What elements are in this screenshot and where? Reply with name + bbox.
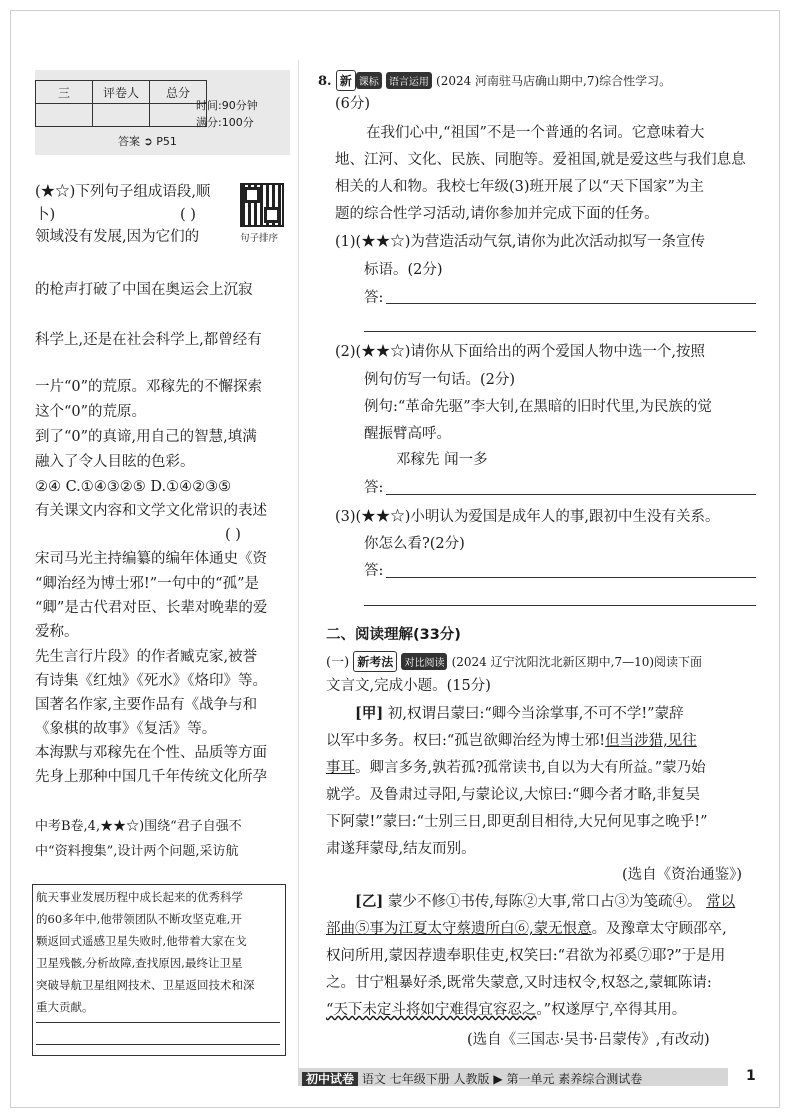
passage-yi-line-2: 部曲⑤事为江夏太守蔡遗所白⑥,蒙无恨意。及豫章太守顾邵卒, (326, 921, 727, 937)
answer-line-2[interactable] (386, 494, 756, 495)
column-divider (298, 60, 299, 1070)
passage-yi-line-1: [乙] 蒙少不修①书传,每陈②大事,常口占③为笺疏④。 常以 (355, 893, 736, 910)
left-line-22: 中“资料搜集”,设计两个问题,采访航 (35, 844, 239, 859)
left-q-head2: 卜) (35, 207, 56, 223)
score-col-reviewer: 评卷人 (93, 81, 150, 104)
left-q-head: (★☆)下列句子组成语段,顺 (35, 184, 211, 200)
answer-line-3b[interactable] (364, 605, 756, 606)
left-line-1: 领域没有发展,因为它们的 (35, 229, 200, 245)
answer-page-ref[interactable]: 答案 ➲ P51 (118, 135, 177, 148)
answer-paren-2: ( ) (225, 527, 241, 543)
q8-sub2-example-cont: 醒振臂高呼。 (364, 426, 451, 442)
q8-para-4: 题的综合性学习活动,请你参加并完成下面的任务。 (335, 206, 659, 222)
left-line-12: “卿治经为博士邪!”一句中的“孤”是 (35, 576, 259, 592)
answer-label-2: 答: (364, 480, 384, 496)
footer-subject: 语文 (361, 1072, 386, 1086)
box-line-3: 颗返回式遥感卫星失败时,他带着大家在戈 (36, 934, 247, 948)
left-line-9: 有关课文内容和文学文化常识的表述 (35, 503, 267, 519)
tag-language-use: 语言运用 (386, 72, 432, 89)
passage-jia-line-6: 肃遂拜蒙母,结友而别。 (326, 841, 476, 857)
box-line-5: 突破导航卫星组网技术、卫星返回技术和深 (36, 978, 255, 992)
reading-1-num: (一) (326, 655, 350, 670)
passage-jia-line-4: 就学。及鲁肃过寻阳,与蒙论议,大惊曰:“卿今者才略,非复吴 (326, 787, 701, 803)
q8-sub1-a: (1)(★★☆)为营造活动气氛,请你为此次活动拟写一条宣传 (335, 234, 705, 250)
new-badge: 新 (336, 70, 356, 91)
answer-label-1: 答: (364, 290, 384, 306)
passage-jia-line-2: 以军中多务。权曰:“孤岂欲卿治经为博士邪!但当涉猎,见往 (326, 733, 697, 749)
q8-sub2-options: 邓稼先 闻一多 (396, 452, 488, 468)
left-line-21: 中考B卷,4,★★☆)围绕“君子自强不 (35, 819, 242, 834)
passage-yi-label: [乙] (355, 893, 384, 910)
answer-line-1b[interactable] (364, 331, 756, 332)
left-line-8: ②④ C.①④③②⑤ D.①④②③⑤ (35, 479, 232, 495)
box-answer-line[interactable] (36, 1044, 280, 1045)
q8-score: (6分) (335, 96, 371, 112)
box-line-6: 重大贡献。 (36, 1000, 94, 1014)
passage-yi-line-3: 权问所用,蒙因荐遗奉职佳吏,权笑曰:“君欲为祁奚⑦耶?”于是用 (326, 948, 726, 964)
q8-para-3: 相关的人和物。我校七年级(3)班开展了以“天下国家”为主 (335, 179, 704, 195)
score-col-total: 总分 (150, 81, 207, 104)
q8-sub3-b: 你怎么看?(2分) (364, 536, 465, 552)
underlined-sentence-1: 但当涉猎,见往 (605, 733, 697, 749)
footer-test: 素养综合测试卷 (558, 1072, 643, 1086)
left-line-15: 先生言行片段》的作者臧克家,被誉 (35, 649, 258, 665)
left-line-18: 《象棋的故事》《复活》等。 (35, 721, 217, 737)
left-line-20: 先身上那种中国几千年传统文化所孕 (35, 769, 267, 785)
q8-number: 8. (318, 74, 332, 89)
passage-jia-line-5: 下阿蒙!”蒙曰:“士别三日,即更刮目相待,大兄何见事之晚乎!” (326, 814, 708, 830)
q8-header (318, 70, 671, 91)
score-col-fragment: 三 (36, 81, 93, 104)
section-2-heading: 二、阅读理解(33分) (326, 627, 461, 643)
passage-jia-line-3: 事耳。卿言多务,孰若孤?孤常读书,自以为大有所益。”蒙乃始 (326, 760, 706, 776)
footer-grade: 七年级下册 (389, 1072, 450, 1086)
tag-kebiao: 课标 (356, 72, 382, 89)
left-line-5: 这个“0”的荒原。 (35, 404, 147, 420)
q8-sub3-a: (3)(★★☆)小明认为爱国是成年人的事,跟初中生没有关系。 (335, 509, 720, 525)
footer-info (302, 1070, 642, 1087)
reading-1-source: (2024 辽宁沈阳沈北新区期中,7—10)阅读下面 (451, 655, 703, 669)
box-line-2: 的60多年中,他带领团队不断攻坚克难,开 (36, 912, 242, 926)
left-line-7: 融入了令人目眩的色彩。 (35, 454, 195, 470)
q8-para-1: 在我们心中,“祖国”不是一个普通的名词。它意味着大 (366, 125, 705, 141)
score-table (35, 80, 207, 127)
play-icon: ▶ (493, 1072, 503, 1086)
left-line-16: 有诗集《红烛》《死水》《烙印》等。 (35, 673, 267, 689)
left-line-3: 科学上,还是在社会科学上,都曾经有 (35, 332, 262, 348)
q8-para-2: 地、江河、文化、民族、同胞等。爱祖国,就是爱这些与我们息息 (335, 152, 746, 168)
box-answer-line[interactable] (36, 1022, 280, 1023)
qr-code-icon[interactable] (240, 183, 284, 227)
box-line-1: 航天事业发展历程中成长起来的优秀科学 (36, 890, 243, 904)
wavy-sentence: “天下未定斗将如宁难得宜容忍之 (326, 1002, 537, 1018)
qr-caption: 句子排序 (240, 233, 279, 244)
left-line-11: 宋司马光主持编纂的编年体通史《资 (35, 551, 267, 567)
q8-sub2-a: (2)(★★☆)请你从下面给出的两个爱国人物中选一个,按照 (335, 344, 705, 360)
footer-edition: 人教版 (453, 1072, 490, 1086)
q8-sub2-example: 例句:“革命先驱”李大钊,在黑暗的旧时代里,为民族的觉 (364, 399, 712, 415)
exam-time: 时间:90分钟 (196, 99, 258, 112)
left-line-19: 本海默与邓稼先在个性、品质等方面 (35, 745, 267, 761)
left-line-6: 到了“0”的真谛,用自己的智慧,填满 (35, 429, 257, 445)
underlined-sentence-1-cont: 事耳 (326, 760, 355, 776)
left-line-13: “卿”是古代君对臣、长辈对晚辈的爱 (35, 600, 268, 616)
full-marks: 满分:100分 (196, 116, 254, 129)
q8-source: (2024 河南驻马店确山期中,7)综合性学习。 (436, 74, 672, 88)
answer-line-1[interactable] (386, 303, 756, 304)
passage-yi-line-4: 之。甘宁粗暴好杀,既常失蒙意,又时违权令,权怒之,蒙辄陈请: (326, 975, 712, 991)
footer-unit: 第一单元 (506, 1072, 555, 1086)
passage-yi-line-5: “天下未定斗将如宁难得宜容忍之。”权遂厚宁,卒得其用。 (326, 1002, 687, 1018)
tag-compare-reading: 对比阅读 (401, 653, 447, 670)
reading-1-instruction: 文言文,完成小题。(15分) (326, 678, 491, 694)
left-line-17: 国著名作家,主要作品有《战争与和 (35, 697, 258, 713)
underlined-sentence-2: 常以 (706, 894, 736, 910)
answer-paren-1: ( ) (180, 207, 196, 223)
answer-label-3: 答: (364, 563, 384, 579)
passage-jia-line-1: [甲] 初,权谓吕蒙曰:“卿今当涂掌事,不可不学!”蒙辞 (355, 705, 684, 722)
footer-series-label: 初中试卷 (302, 1072, 358, 1086)
q8-sub2-b: 例句仿写一句话。(2分) (364, 372, 516, 388)
box-line-4: 卫星残骸,分析故障,查找原因,最终让卫星 (36, 956, 243, 970)
left-line-4: 一片“0”的荒原。邓稼先的不懈探索 (35, 379, 263, 395)
page-number: 1 (746, 1068, 756, 1084)
left-line-14: 爱称。 (35, 624, 79, 640)
answer-line-3[interactable] (386, 577, 756, 578)
underlined-sentence-2-cont: 部曲⑤事为江夏太守蔡遗所白⑥,蒙无恨意 (326, 921, 592, 937)
new-method-badge: 新考法 (353, 651, 397, 672)
reading-1-header (326, 651, 702, 672)
left-line-2: 的枪声打破了中国在奥运会上沉寂 (35, 282, 253, 298)
passage-jia-label: [甲] (355, 705, 384, 722)
q8-sub1-b: 标语。(2分) (364, 262, 443, 278)
passage-jia-source: (选自《资治通鉴》) (622, 867, 743, 883)
passage-yi-source: (选自《三国志·吴书·吕蒙传》,有改动) (467, 1032, 710, 1048)
